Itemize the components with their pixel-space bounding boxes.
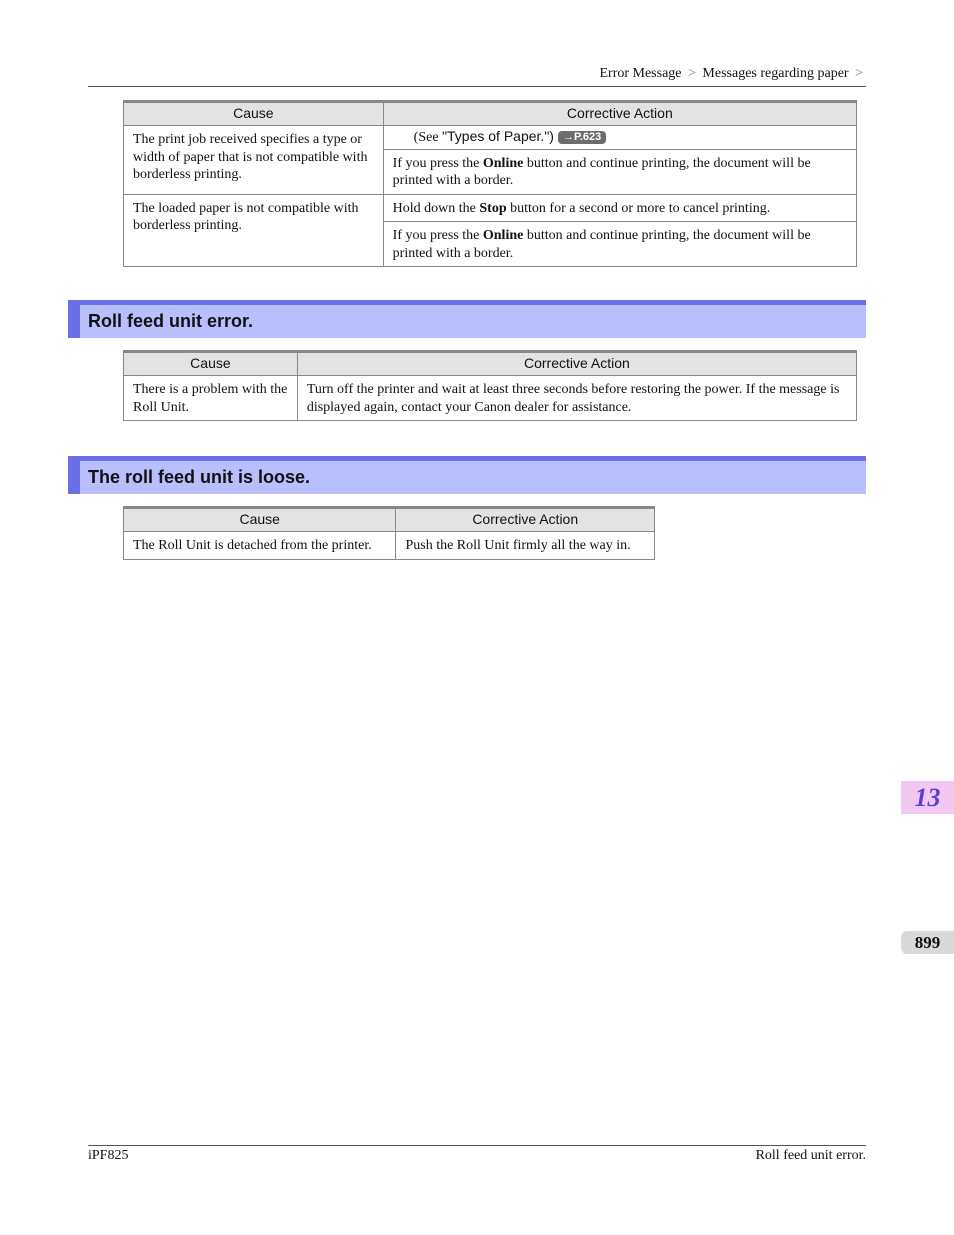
roll-feed-unit-error-table [123, 350, 857, 421]
roll-feed-unit-loose-table [123, 506, 655, 560]
section-title: Roll feed unit error. [88, 311, 254, 331]
breadcrumb-separator: > [688, 66, 696, 81]
table-row [124, 376, 857, 421]
column-header-corrective-action: Corrective Action [383, 102, 856, 126]
action-cell: If you press the Online button and continue printing, the document will be printed with a border. [383, 222, 856, 267]
action-cell: (See "Types of Paper.") →P.623 [383, 126, 856, 150]
cause-cell: The Roll Unit is detached from the printer. [124, 532, 396, 560]
types-of-paper-link[interactable]: "Types of Paper.") [442, 128, 554, 144]
breadcrumb-error-message[interactable]: Error Message [599, 66, 682, 81]
action-cell: If you press the Online button and continue printing, the document will be printed with a border. [383, 149, 856, 194]
page-number: 899 [901, 931, 954, 954]
column-header-cause: Cause [124, 508, 396, 532]
breadcrumb-messages-regarding-paper[interactable]: Messages regarding paper [702, 66, 849, 81]
column-header-corrective-action: Corrective Action [396, 508, 655, 532]
online-button-label: Online [482, 155, 524, 171]
table-row [124, 126, 857, 150]
section-title: The roll feed unit is loose. [88, 467, 311, 487]
stop-button-label: Stop [479, 200, 507, 216]
action-cell: Turn off the printer and wait at least three seconds before restoring the power. If the message is displayed again, contact your Canon dealer for assistance. [297, 376, 856, 421]
online-button-label: Online [482, 228, 524, 243]
column-header-corrective-action: Corrective Action [297, 352, 856, 376]
page-footer [88, 1145, 866, 1163]
column-header-cause: Cause [124, 102, 384, 126]
paper-error-table [123, 100, 857, 267]
chapter-tab[interactable]: 13 [901, 781, 954, 814]
cause-cell: The loaded paper is not compatible with borderless printing. [124, 194, 384, 267]
page-header [88, 66, 866, 87]
section-heading-roll-feed-unit-error [68, 300, 866, 338]
footer-section-title: Roll feed unit error. [755, 1148, 866, 1163]
action-cell: Hold down the Stop button for a second or more to cancel printing. [383, 194, 856, 222]
action-cell: Push the Roll Unit firmly all the way in. [396, 532, 655, 560]
table-row [124, 532, 655, 560]
cause-cell: There is a problem with the Roll Unit. [124, 376, 298, 421]
column-header-cause: Cause [124, 352, 298, 376]
footer-model: iPF825 [88, 1148, 129, 1163]
page-reference-badge[interactable]: →P.623 [558, 131, 606, 144]
section-heading-roll-feed-unit-loose [68, 456, 866, 494]
breadcrumb-separator: > [855, 66, 863, 81]
cause-cell: The print job received specifies a type or width of paper that is not compatible with borderless printing. [124, 126, 384, 195]
table-row [124, 194, 857, 222]
